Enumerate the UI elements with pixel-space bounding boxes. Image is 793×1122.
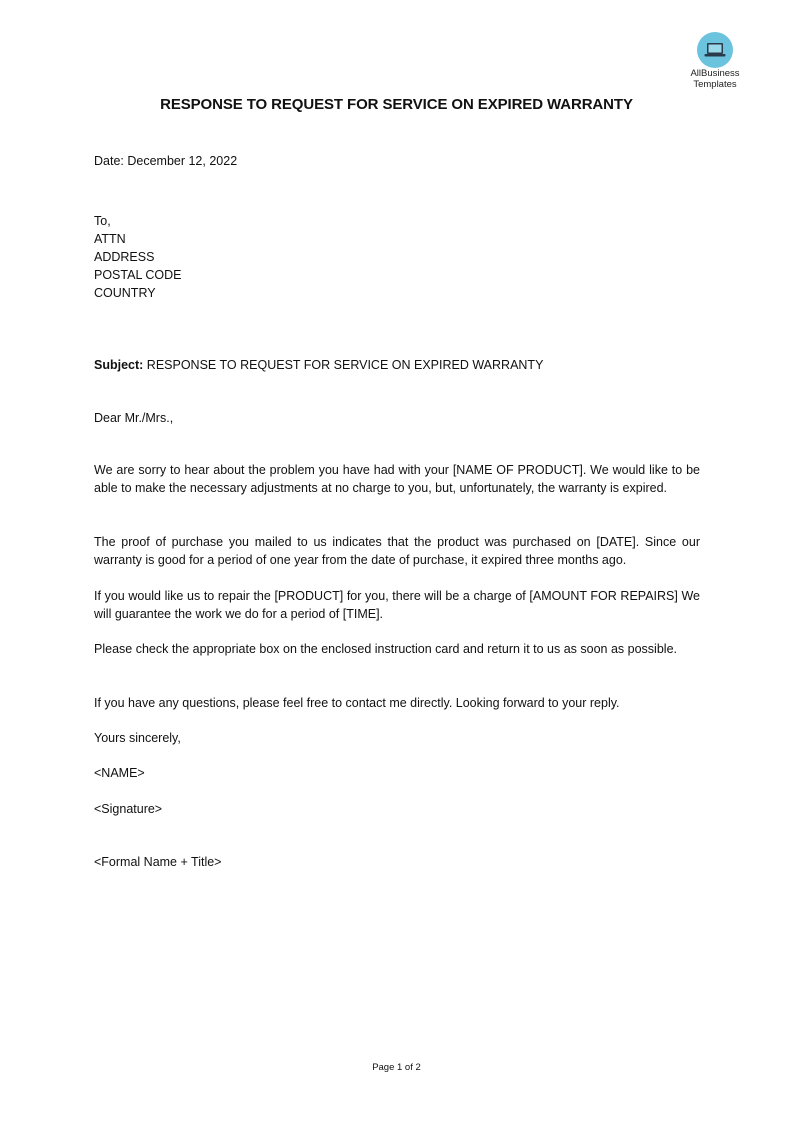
address-country: COUNTRY	[94, 286, 156, 300]
subject-text: RESPONSE TO REQUEST FOR SERVICE ON EXPIRED WARRANTY	[146, 358, 544, 372]
paragraph-1: We are sorry to hear about the problem you have had with your [NAME OF PRODUCT]. We would like to be able to make the necessary adjustments at no charge to you, but, unfortunately, the warranty is expired.	[94, 463, 700, 495]
paragraph-2: The proof of purchase you mailed to us indicates that the product was purchased on [DATE]. Since our warranty is good for a period of one year from the date of purchase, it expired three months ago.	[94, 535, 700, 567]
subject-line	[94, 356, 543, 374]
logo-text-line2: Templates	[693, 79, 737, 90]
logo-text-line1: AllBusiness	[690, 68, 740, 79]
paragraph-4: Please check the appropriate box on the enclosed instruction card and return it to us as soon as possible.	[94, 642, 677, 656]
brand-logo	[684, 32, 746, 90]
address-postal-code: POSTAL CODE	[94, 268, 182, 282]
paragraph-3: If you would like us to repair the [PRODUCT] for you, there will be a charge of [AMOUNT FOR REPAIRS] We will guarantee the work we do for a period of [TIME].	[94, 589, 700, 621]
address-attn: ATTN	[94, 232, 126, 246]
logo-circle	[697, 32, 733, 68]
page-number: Page 1 of 2	[372, 1062, 421, 1073]
sender-formal-name: <Formal Name + Title>	[94, 855, 222, 869]
letter-date: Date: December 12, 2022	[94, 154, 238, 168]
sender-signature: <Signature>	[94, 802, 163, 816]
paragraph-5: If you have any questions, please feel free to contact me directly. Looking forward to your reply.	[94, 696, 620, 710]
subject-label: Subject:	[94, 358, 144, 372]
sender-name: <NAME>	[94, 766, 145, 780]
document-title: RESPONSE TO REQUEST FOR SERVICE ON EXPIRED WARRANTY	[160, 96, 633, 113]
address-to: To,	[94, 214, 111, 228]
address-line: ADDRESS	[94, 250, 155, 264]
laptop-icon	[697, 32, 733, 68]
salutation: Dear Mr./Mrs.,	[94, 411, 174, 425]
closing: Yours sincerely,	[94, 731, 181, 745]
